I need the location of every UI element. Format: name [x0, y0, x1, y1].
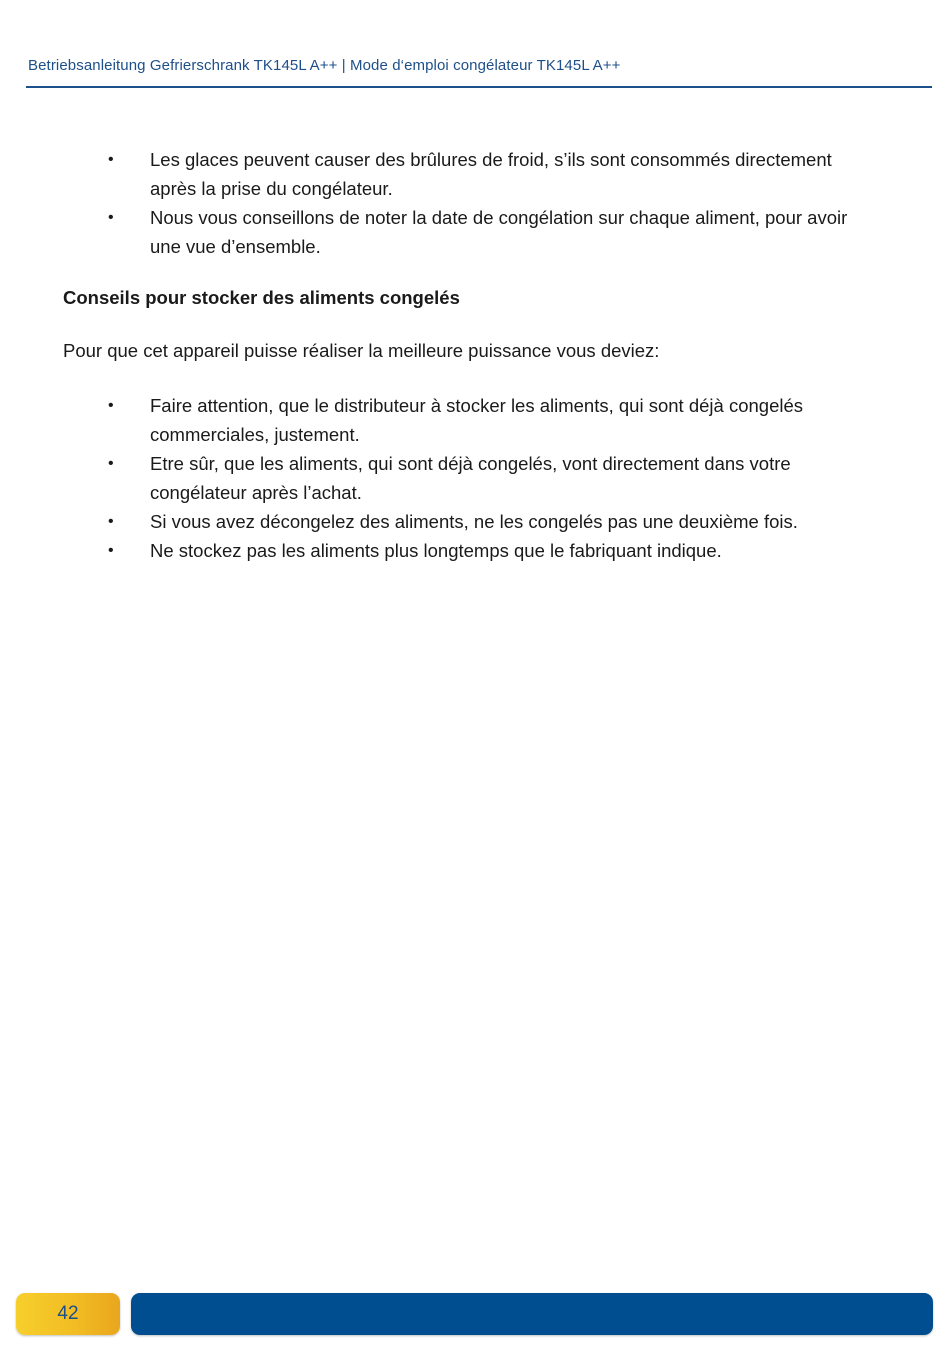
section-heading: Conseils pour stocker des aliments congelés — [63, 287, 460, 308]
list-item — [0, 391, 950, 449]
bullet-icon: • — [108, 151, 114, 168]
bullet-icon: • — [108, 455, 114, 472]
list-item-text: Ne stockez pas les aliments plus longtemps que le fabriquant indique. — [150, 540, 722, 561]
header-divider — [26, 86, 932, 88]
list-item-text: Si vous avez décongelez des aliments, ne les congelés pas une deuxième fois. — [150, 511, 798, 532]
bullet-list-warnings — [0, 145, 950, 261]
bullet-icon: • — [108, 209, 114, 226]
bullet-icon: • — [108, 397, 114, 414]
list-item-text: Nous vous conseillons de noter la date de congélation sur chaque aliment, pour avoir une vue d’ensemble. — [150, 207, 848, 257]
list-item — [0, 145, 950, 203]
bullet-list-tips — [0, 391, 950, 565]
page-number-badge — [16, 1293, 120, 1335]
list-item-text: Faire attention, que le distributeur à stocker les aliments, qui sont déjà congelés commerciales, justement. — [150, 395, 804, 445]
document-header: Betriebsanleitung Gefrierschrank TK145L A++ | Mode d‘emploi congélateur TK145L A++ — [28, 57, 621, 74]
bullet-icon: • — [108, 513, 114, 530]
list-item — [0, 449, 950, 507]
list-item-text: Etre sûr, que les aliments, qui sont déjà congelés, vont directement dans votre congélateur après l’achat. — [150, 453, 791, 503]
list-item-text: Les glaces peuvent causer des brûlures de froid, s’ils sont consommés directement après la prise du congélateur. — [150, 149, 832, 199]
list-item — [0, 507, 950, 536]
page-number: 42 — [57, 1303, 79, 1324]
bullet-icon: • — [108, 542, 114, 559]
list-item — [0, 536, 950, 565]
list-item — [0, 203, 950, 261]
section-intro: Pour que cet appareil puisse réaliser la meilleure puissance vous deviez: — [63, 340, 660, 361]
footer-bar — [131, 1293, 933, 1335]
